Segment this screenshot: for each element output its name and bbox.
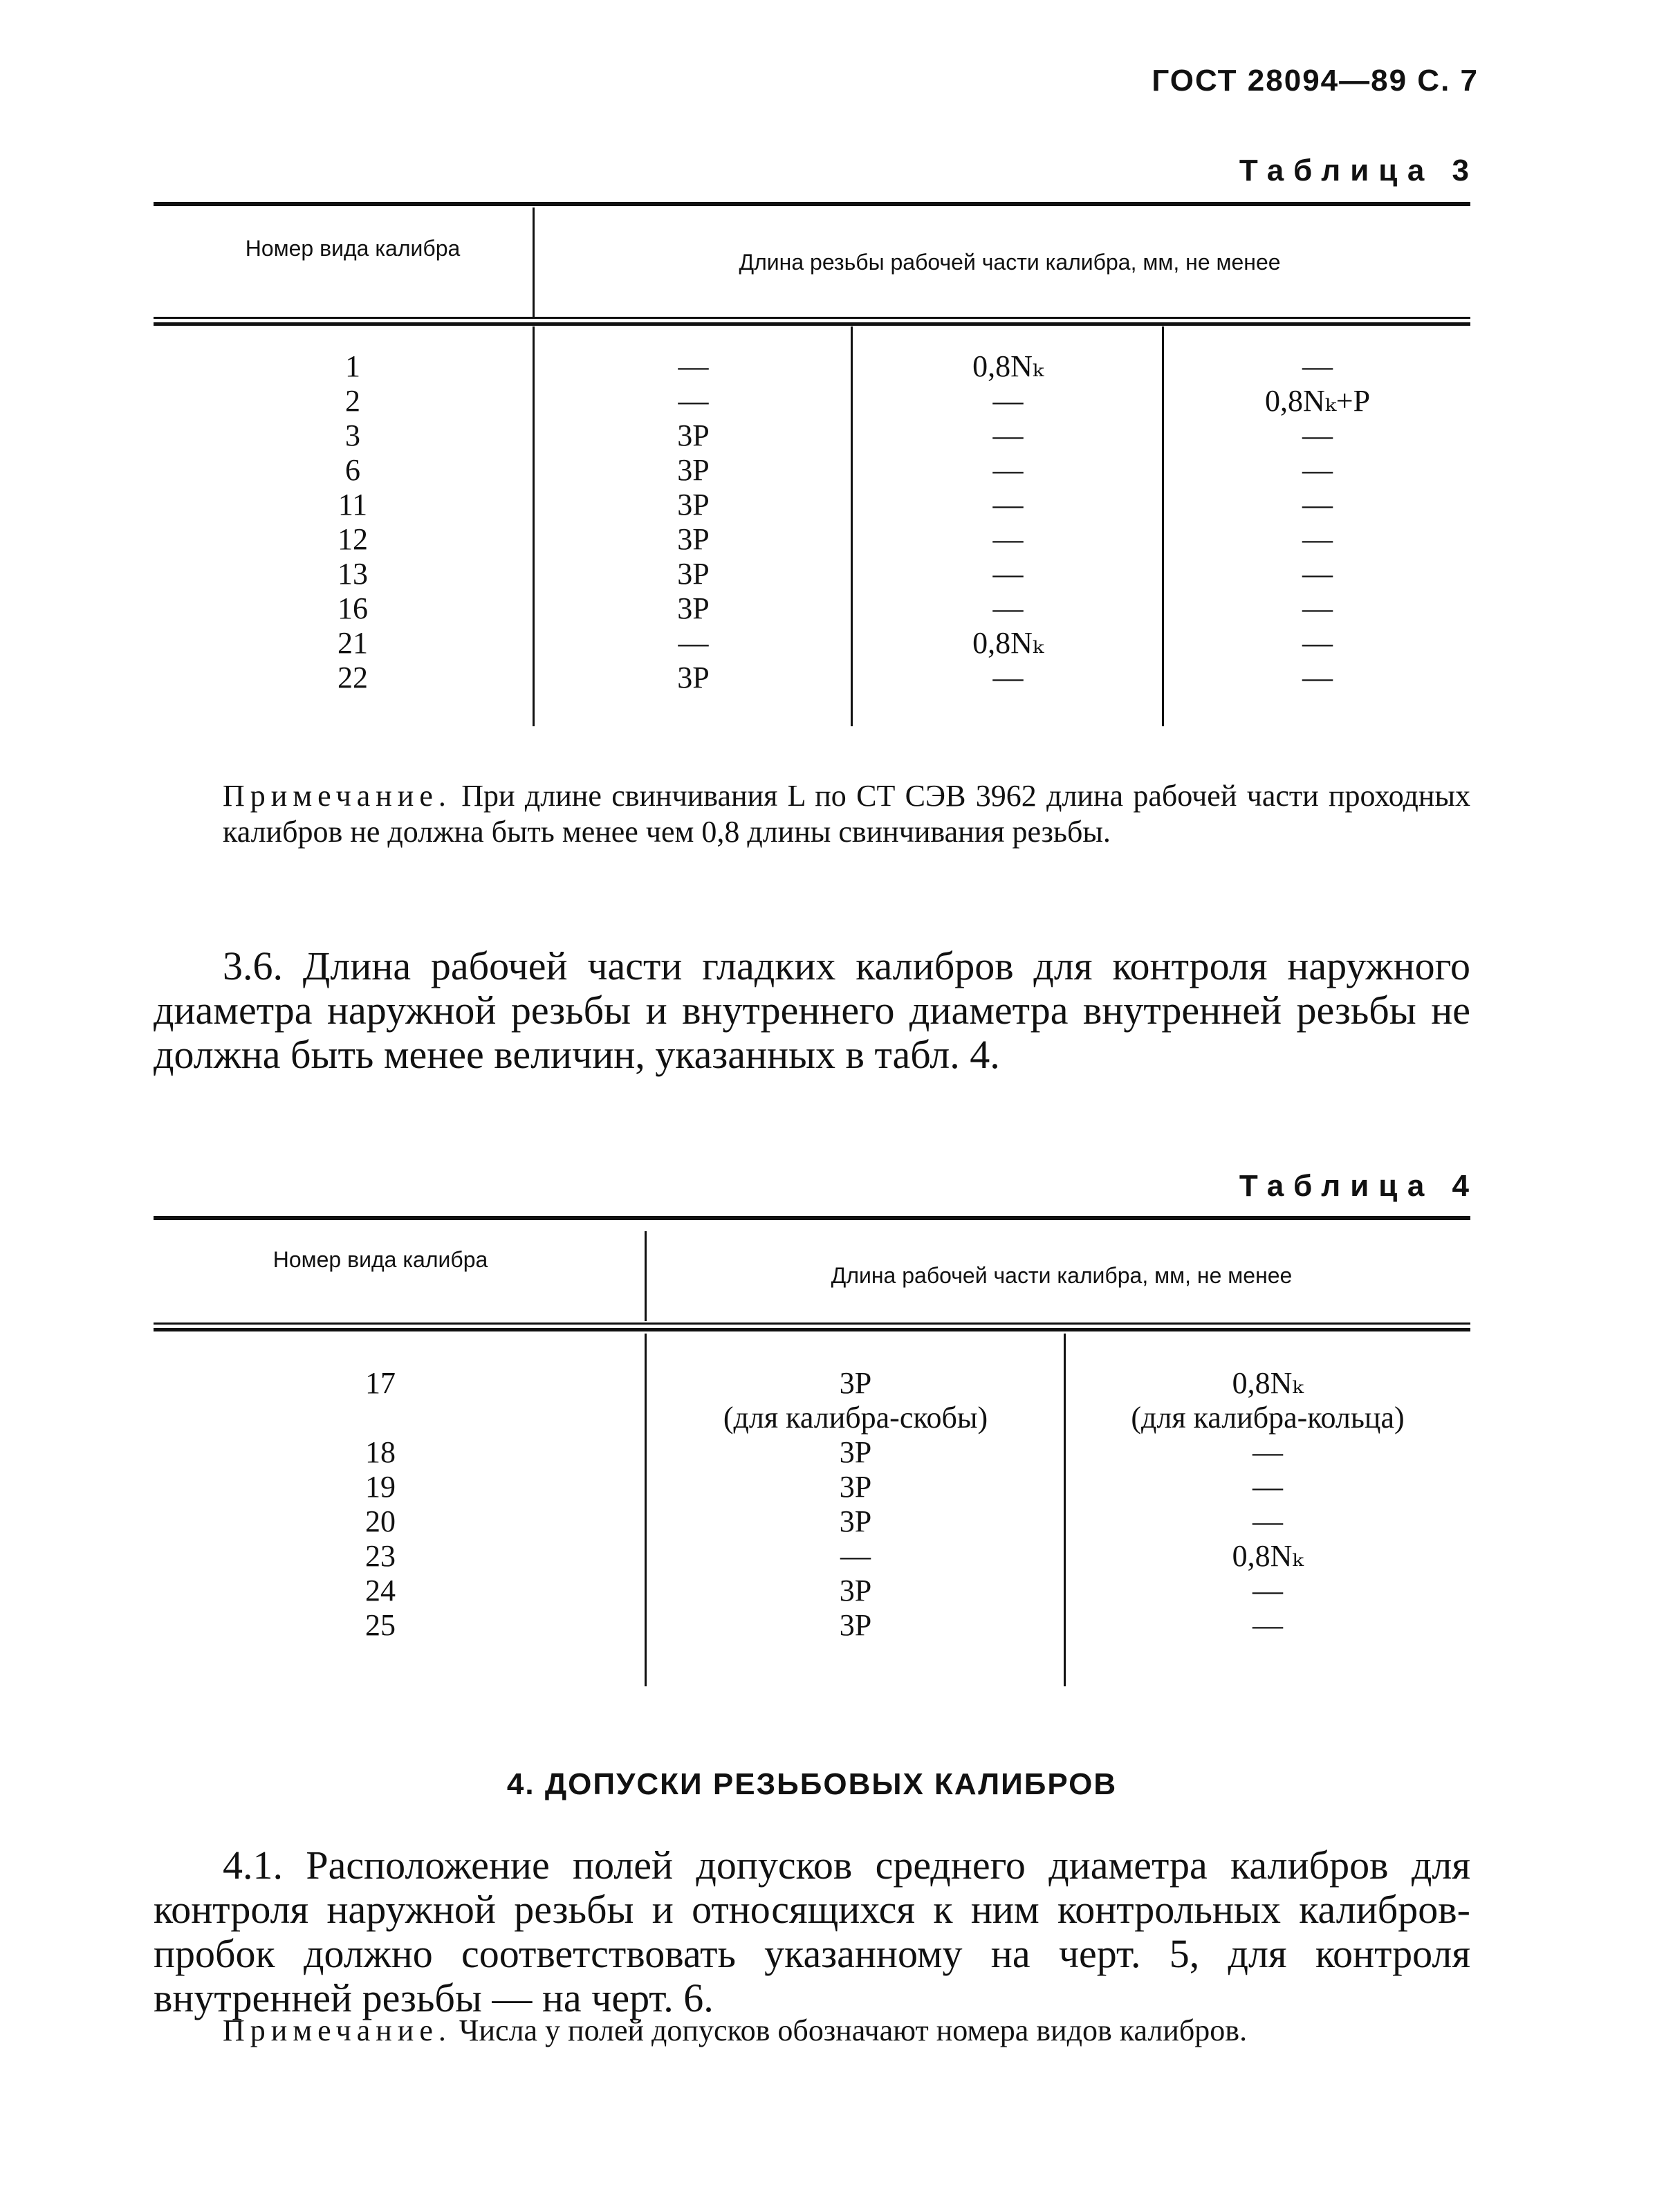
table-3-cell-a: 3P xyxy=(677,557,710,591)
table-4-cell-num: 25 xyxy=(365,1608,396,1642)
table-4-cell-a: 3P xyxy=(839,1470,872,1504)
final-note xyxy=(223,2013,1470,2049)
final-note-label: Примечание. xyxy=(223,2013,452,2047)
table-4-col1-header: Номер вида калибра xyxy=(272,1247,488,1272)
table-3-cell-a: 3P xyxy=(677,661,710,694)
paragraph-3-6: 3.6. Длина рабочей части гладких калибров для контроля наружного диаметра наружной резьбы и внутреннего диаметра внутренней резьбы не должна быть менее величин, указанных в табл. 4. xyxy=(154,943,1470,1077)
table-4-cell-a: 3P xyxy=(839,1608,872,1642)
table-4-cell-num: 19 xyxy=(365,1470,396,1504)
table-3-cell-a: 3P xyxy=(677,488,710,522)
table-3-cell-c: 0,8Nₖ+P xyxy=(1264,384,1371,418)
table-3-cell-c: — xyxy=(1302,453,1333,487)
table-3-cell-num: 12 xyxy=(338,522,368,556)
table-3-cell-b: — xyxy=(992,661,1024,694)
table-4-cell-b: — xyxy=(1252,1470,1283,1504)
table-3-cell-num: 13 xyxy=(338,557,368,591)
table-4-cell-a: 3P xyxy=(839,1366,872,1400)
table-4-caption: Таблица 4 xyxy=(1239,1169,1479,1203)
table-4-cell-b: 0,8Nₖ xyxy=(1232,1539,1304,1573)
table-3-divider-2 xyxy=(851,326,853,726)
table-3-cell-c: — xyxy=(1302,661,1333,694)
table-3-divider-3 xyxy=(1162,326,1164,726)
table-3-cell-b: — xyxy=(992,488,1024,522)
document-header: ГОСТ 28094—89 С. 7 xyxy=(1152,64,1479,98)
table-3-cell-b: — xyxy=(992,591,1024,625)
table-4-cell-num: 20 xyxy=(365,1504,396,1538)
table-4-cell-num: 18 xyxy=(365,1435,396,1469)
table-3-note-text: При длине свинчивания L по СТ СЭВ 3962 длина рабочей части проходных калибров не должна быть менее чем 0,8 длины свинчивания резьбы. xyxy=(223,779,1471,849)
table-3-top-rule xyxy=(154,202,1470,206)
table-3-cell-a: — xyxy=(678,384,709,418)
table-3-col2-header: Длина резьбы рабочей части калибра, мм, не менее xyxy=(739,250,1281,275)
table-3-cell-c: — xyxy=(1302,591,1333,625)
table-3-cell-b: — xyxy=(992,557,1024,591)
table-3-col1-header: Номер вида калибра xyxy=(245,236,461,261)
table-3-cell-b: — xyxy=(992,418,1024,452)
table-3-cell-c: — xyxy=(1302,522,1333,556)
paragraph-4-1: 4.1. Расположение полей допусков среднего диаметра калибров для контроля наружной резьбы и относящихся к ним контрольных калибров-пробок должно соответствовать указанному на черт. 5, для контроля внутренней резьбы — на черт. 6. xyxy=(154,1843,1470,2020)
table-3-cell-c: — xyxy=(1302,349,1333,383)
table-3-cell-num: 1 xyxy=(345,349,360,383)
table-3-note-label: Примечание. xyxy=(223,779,452,813)
table-4-top-rule xyxy=(154,1216,1470,1220)
table-4-header-rule-1 xyxy=(154,1322,1470,1325)
table-3-cell-a: 3P xyxy=(677,453,710,487)
table-3-cell-c: — xyxy=(1302,488,1333,522)
table-4-divider-1 xyxy=(645,1334,647,1686)
table-3-cell-c: — xyxy=(1302,418,1333,452)
table-4-header-divider xyxy=(645,1231,647,1321)
table-4-cell-b: — xyxy=(1252,1608,1283,1642)
table-3-cell-c: — xyxy=(1302,626,1333,660)
table-3-cell-a: 3P xyxy=(677,418,710,452)
table-4-cell-a: (для калибра-скобы) xyxy=(723,1401,988,1435)
table-3-header-divider xyxy=(533,208,535,318)
table-3-header-rule-2 xyxy=(154,322,1470,326)
table-3-divider-1 xyxy=(533,326,535,726)
table-3-caption: Таблица 3 xyxy=(1239,154,1479,187)
table-3-header-rule-1 xyxy=(154,317,1470,319)
table-4-cell-b: — xyxy=(1252,1504,1283,1538)
final-note-text: Числа у полей допусков обозначают номера видов калибров. xyxy=(459,2013,1248,2047)
table-3-cell-a: — xyxy=(678,626,709,660)
table-4-cell-b: — xyxy=(1252,1574,1283,1607)
table-4-cell-a: — xyxy=(840,1539,871,1573)
table-4-cell-num: 17 xyxy=(365,1366,396,1400)
table-4-cell-a: 3P xyxy=(839,1435,872,1469)
table-3-cell-b: 0,8Nₖ xyxy=(972,349,1044,383)
table-4-col2-header: Длина рабочей части калибра, мм, не менее xyxy=(831,1263,1293,1288)
table-3-cell-num: 22 xyxy=(338,661,368,694)
table-3-cell-b: — xyxy=(992,522,1024,556)
table-4-cell-b: (для калибра-кольца) xyxy=(1131,1401,1405,1435)
table-4-cell-num: 24 xyxy=(365,1574,396,1607)
table-4-cell-a: 3P xyxy=(839,1504,872,1538)
table-3-cell-b: — xyxy=(992,384,1024,418)
table-3-cell-num: 21 xyxy=(338,626,368,660)
table-3-cell-num: 11 xyxy=(338,488,368,522)
table-3-cell-a: 3P xyxy=(677,522,710,556)
table-4-divider-2 xyxy=(1064,1334,1066,1686)
table-3-cell-a: — xyxy=(678,349,709,383)
table-3-cell-num: 2 xyxy=(345,384,360,418)
table-3-cell-a: 3P xyxy=(677,591,710,625)
table-4-cell-b: 0,8Nₖ xyxy=(1232,1366,1304,1400)
table-4-header-rule-2 xyxy=(154,1328,1470,1331)
table-3-cell-num: 16 xyxy=(338,591,368,625)
table-4-cell-b: — xyxy=(1252,1435,1283,1469)
table-3-cell-b: — xyxy=(992,453,1024,487)
table-4-cell-a: 3P xyxy=(839,1574,872,1607)
section-4-title: 4. ДОПУСКИ РЕЗЬБОВЫХ КАЛИБРОВ xyxy=(506,1767,1118,1801)
table-3-cell-num: 6 xyxy=(345,453,360,487)
table-3-note xyxy=(223,778,1470,850)
table-3-cell-b: 0,8Nₖ xyxy=(972,626,1044,660)
table-3-cell-num: 3 xyxy=(345,418,360,452)
table-3-cell-c: — xyxy=(1302,557,1333,591)
table-4-cell-num: 23 xyxy=(365,1539,396,1573)
